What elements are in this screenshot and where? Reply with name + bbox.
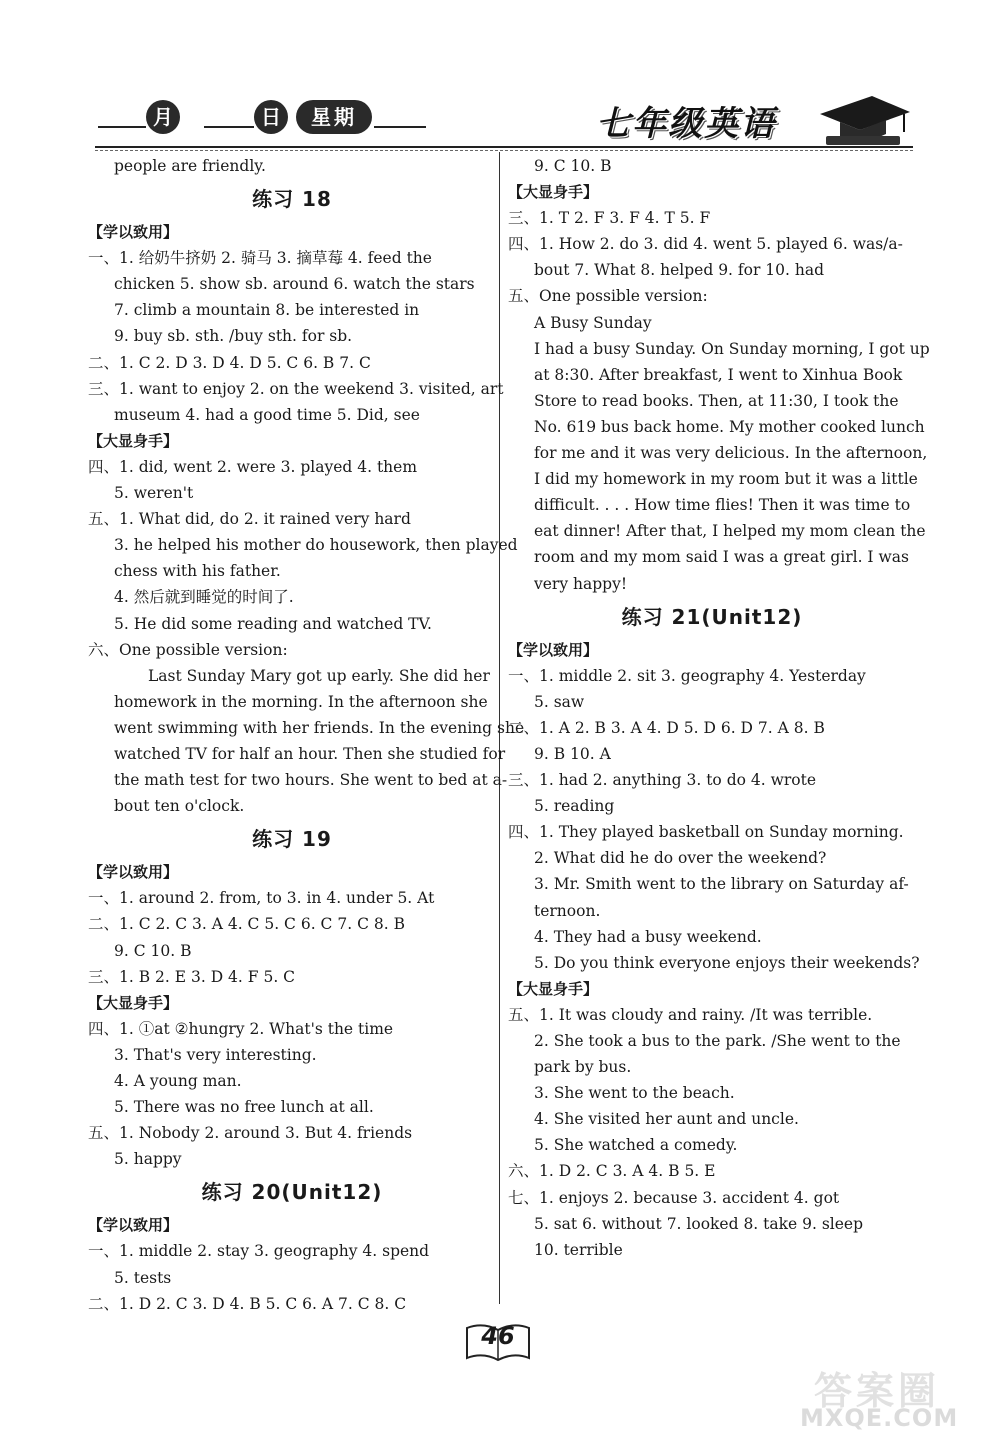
answer-line: 二、1. A 2. B 3. A 4. D 5. D 6. D 7. A 8. B [508,718,825,737]
section-tag: 【大显身手】 [508,183,599,202]
answer-line: 一、1. middle 2. stay 3. geography 4. spend [88,1242,430,1261]
page-number: 46 [481,1322,515,1350]
answer-line: museum 4. had a good time 5. Did, see [114,405,420,424]
answer-line: 四、1. did, went 2. were 3. played 4. them [88,457,418,476]
answer-line: room and my mom said I was a great girl. I was [534,548,909,567]
answer-line: 二、1. C 2. C 3. A 4. C 5. C 6. C 7. C 8. B [88,915,405,934]
answer-line: 四、1. How 2. do 3. did 4. went 5. played 6. was/a- [508,235,903,254]
answer-line: 5. tests [114,1268,172,1287]
answer-line: homework in the morning. In the afternoon she [114,692,488,711]
month-blank [98,126,146,128]
answer-line: chicken 5. show sb. around 6. watch the stars [114,275,475,294]
answer-line: very happy! [534,574,628,593]
answer-line: difficult. . . . How time flies! Then it was time to [534,496,911,515]
answer-line: 9. B 10. A [534,744,611,763]
answer-line: I had a busy Sunday. On Sunday morning, I got up [534,339,930,358]
day-blank [204,126,254,128]
answer-line: 六、One possible version: [88,640,288,659]
watermark-logo: 答案圈 [814,1369,941,1413]
answer-line: bout 7. What 8. helped 9. for 10. had [534,261,825,280]
answer-line: 三、1. B 2. E 3. D 4. F 5. C [88,967,296,986]
answer-line: 3. That's very interesting. [114,1045,317,1064]
answer-line: 9. C 10. B [114,941,192,960]
answer-line: 2. What did he do over the weekend? [534,849,827,868]
answer-line: chess with his father. [114,562,281,581]
answer-line: 4. 然后就到睡觉的时间了. [114,588,294,607]
book-title: 七年级英语 [596,104,776,144]
answer-line: 3. Mr. Smith went to the library on Saturday af- [534,875,909,894]
weekday-blank [374,126,426,128]
exercise-heading: 练习 20(Unit12) [201,1180,383,1205]
answer-line: the math test for two hours. She went to bed at a- [114,771,508,790]
answer-line: went swimming with her friends. In the evening she [114,718,525,737]
answer-line: 四、1. They played basketball on Sunday morning. [508,823,904,842]
answer-line: 5. There was no free lunch at all. [114,1098,374,1117]
answer-line: 三、1. want to enjoy 2. on the weekend 3. visited, art [88,379,504,398]
page-header [0,0,1000,150]
answer-line: 五、1. It was cloudy and rainy. /It was terrible. [508,1005,873,1024]
watermark [800,1360,990,1430]
section-tag: 【大显身手】 [508,979,599,998]
weekday-badge: 星期 [296,100,372,134]
answer-line: 4. A young man. [114,1072,242,1090]
answer-line: 一、1. around 2. from, to 3. in 4. under 5. At [88,889,435,908]
answer-line: 4. They had a busy weekend. [534,927,762,946]
answer-line: 7. climb a mountain 8. be interested in [114,301,420,320]
answer-line: watched TV for half an hour. Then she studied for [114,744,506,763]
answer-line: 一、1. 给奶牛挤奶 2. 骑马 3. 摘草莓 4. feed the [88,249,432,268]
answer-line: 五、1. What did, do 2. it rained very hard [88,510,411,529]
answer-line: 四、1. ①at ②hungry 2. What's the time [88,1019,394,1038]
exercise-heading: 练习 18 [252,187,332,212]
answer-line: 5. saw [534,692,585,711]
exercise-heading: 练习 21(Unit12) [621,604,803,629]
section-tag: 【大显身手】 [88,993,179,1012]
answer-line: 4. She visited her aunt and uncle. [534,1110,799,1129]
exercise-heading: 练习 19 [252,827,332,852]
answer-line: I did my homework in my room but it was a little [534,470,918,489]
answer-line: 三、1. had 2. anything 3. to do 4. wrote [508,771,816,790]
answer-line: 3. She went to the beach. [534,1084,735,1103]
answer-line: 5. weren't [114,484,194,503]
answer-line: 3. he helped his mother do housework, then played [114,536,518,555]
answer-line: 二、1. D 2. C 3. D 4. B 5. C 6. A 7. C 8. C [88,1294,407,1313]
answer-line: ternoon. [534,901,601,920]
answer-line: 三、1. T 2. F 3. F 4. T 5. F [508,209,711,228]
answer-line: 5. sat 6. without 7. looked 8. take 9. sleep [534,1214,864,1233]
answer-line: 2. She took a bus to the park. /She went to the [534,1032,901,1050]
answer-line: Last Sunday Mary got up early. She did her [148,666,490,685]
graduation-cap-icon [816,92,912,148]
month-badge: 月 [146,100,180,134]
answer-line: 9. buy sb. sth. /buy sth. for sb. [114,327,353,346]
header-rule [95,146,913,148]
answer-line: park by bus. [534,1058,632,1077]
answer-line: 10. terrible [534,1240,623,1259]
answer-line: Store to read books. Then, at 11:30, I took the [534,391,899,410]
watermark-url: MXQE.COM [800,1404,959,1432]
answer-line: 5. He did some reading and watched TV. [114,614,432,633]
answer-line: 七、1. enjoys 2. because 3. accident 4. got [508,1188,840,1207]
section-tag: 【大显身手】 [88,431,179,450]
answer-line: 5. happy [114,1150,182,1169]
answer-line: eat dinner! After that, I helped my mom clean the [534,522,926,541]
answer-line: for me and it was very delicious. In the afternoon, [534,444,928,463]
answer-line: A Busy Sunday [534,313,652,332]
section-tag: 【学以致用】 [88,1216,179,1235]
answer-line: bout ten o'clock. [114,797,245,816]
left-column [88,153,525,1317]
page-number-badge [463,1318,533,1364]
answer-line: 二、1. C 2. D 3. D 4. D 5. C 6. B 7. C [88,353,371,372]
answer-line: 5. Do you think everyone enjoys their weekends? [534,953,920,972]
answer-line: 5. reading [534,797,615,816]
section-tag: 【学以致用】 [88,223,179,242]
answer-line: 五、One possible version: [508,287,708,306]
answer-line: 9. C 10. B [534,157,612,175]
answer-line: No. 619 bus back home. My mother cooked lunch [534,417,925,436]
answer-line: 一、1. middle 2. sit 3. geography 4. Yesterday [508,666,866,685]
section-tag: 【学以致用】 [508,640,599,659]
header-rule-dashed [95,150,913,151]
answer-line: 五、1. Nobody 2. around 3. But 4. friends [88,1124,413,1143]
answer-line: at 8:30. After breakfast, I went to Xinhua Book [534,365,903,384]
answer-line: 六、1. D 2. C 3. A 4. B 5. E [508,1162,716,1181]
right-column [508,153,930,1263]
answer-line: people are friendly. [114,157,266,175]
day-badge: 日 [254,100,288,134]
section-tag: 【学以致用】 [88,863,179,882]
answer-line: 5. She watched a comedy. [534,1136,738,1155]
